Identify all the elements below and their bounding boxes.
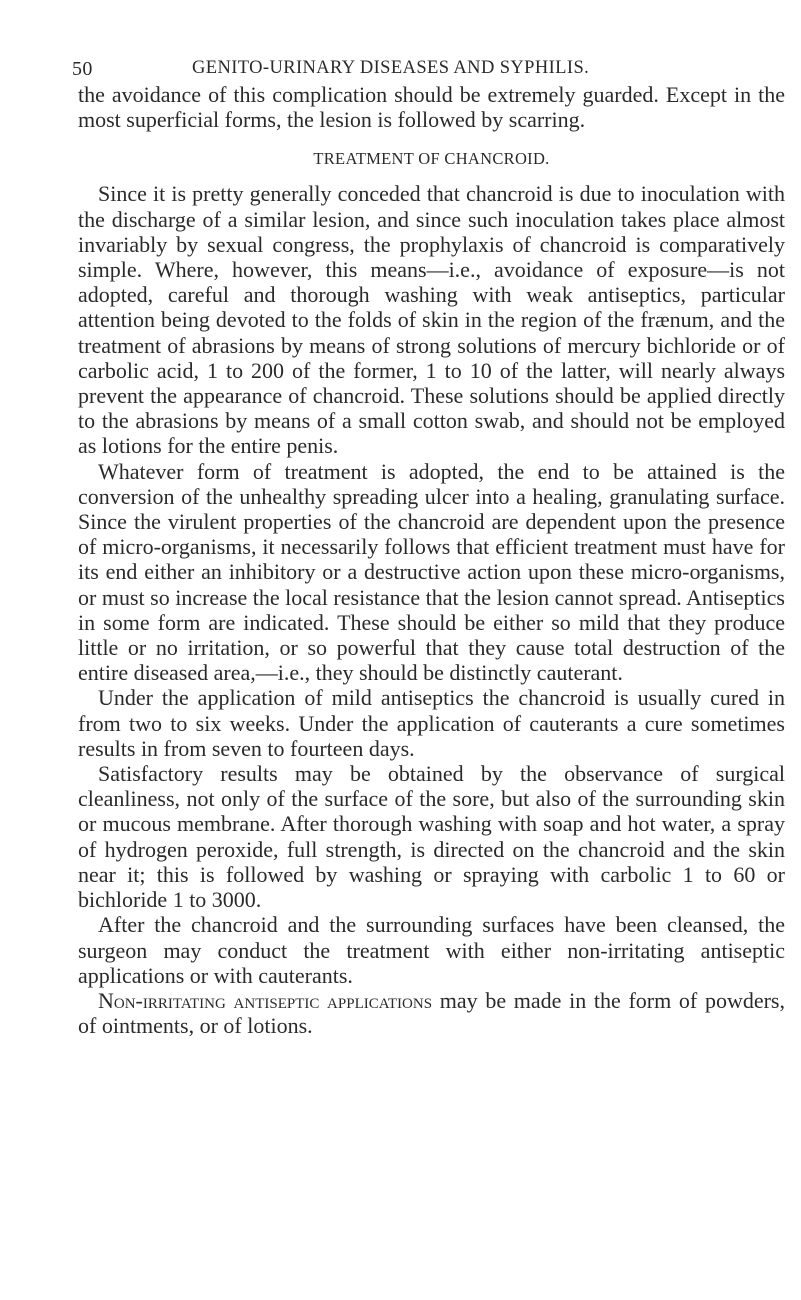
paragraph-rest: may be made in the form of powders, of ointments, or of lotions. <box>78 987 785 1039</box>
paragraph-cleansing: After the chancroid and the surrounding surfaces have been cleansed, the surgeon may conduct the treatment with either non-irritating antiseptic applications or with cauterants. <box>78 912 785 988</box>
running-head: GENITO-URINARY DISEASES AND SYPHILIS. <box>192 58 590 78</box>
section-heading: TREATMENT OF CHANCROID. <box>313 149 550 169</box>
page-header <box>72 52 785 82</box>
paragraph-non-irritating <box>78 988 785 1038</box>
paragraph-surgical-cleanliness: Satisfactory results may be obtained by the observance of surgical cleanliness, not only of the surface of the sore, but also of the surrounding skin or mucous membrane. After thorough washing with soap and hot water, a spray of hydrogen peroxide, full strength, is directed on the chancroid and the skin near it; this is followed by washing or spraying with carbolic 1 to 60 or bichloride 1 to 3000. <box>78 761 785 913</box>
book-page <box>72 52 785 1039</box>
paragraph-cure-duration: Under the application of mild antiseptics the chancroid is usually cured in from two to six weeks. Under the application of cauterants a cure sometimes results in from seven to fourteen days. <box>78 685 785 761</box>
page-number: 50 <box>72 58 93 80</box>
body-text <box>78 82 785 1038</box>
small-caps-lead: Non-irritating antiseptic applications <box>98 987 433 1013</box>
paragraph-prophylaxis: Since it is pretty generally conceded that chancroid is due to inoculation with the discharge of a similar lesion, and since such inoculation takes place almost invariably by sexual congress, the prophylaxis of chancroid is comparatively simple. Where, however, this means—i.e., avoidance of exposure—is not adopted, careful and thorough washing with weak antiseptics, particular attention being devoted to the folds of skin in the region of the frænum, and the treatment of abrasions by means of strong solutions of mercury bichloride or of carbolic acid, 1 to 200 of the former, 1 to 10 of the latter, will nearly always prevent the appearance of chancroid. These solutions should be applied directly to the abrasions by means of a small cotton swab, and should not be employed as lotions for the entire penis. <box>78 181 785 459</box>
paragraph-continuation: the avoidance of this complication should be extremely guarded. Except in the most superficial forms, the lesion is followed by scarring. <box>78 82 785 133</box>
paragraph-treatment-aim: Whatever form of treatment is adopted, the end to be attained is the conversion of the unhealthy spreading ulcer into a healing, granulating surface. Since the virulent properties of the chancroid are dependent upon the presence of micro-organisms, it necessarily follows that efficient treatment must have for its end either an inhibitory or a destructive action upon these micro-organisms, or must so increase the local resistance that the lesion cannot spread. Antiseptics in some form are indicated. These should be either so mild that they produce little or no irritation, or so powerful that they cause total destruction of the entire diseased area,—i.e., they should be distinctly cauterant. <box>78 458 785 686</box>
